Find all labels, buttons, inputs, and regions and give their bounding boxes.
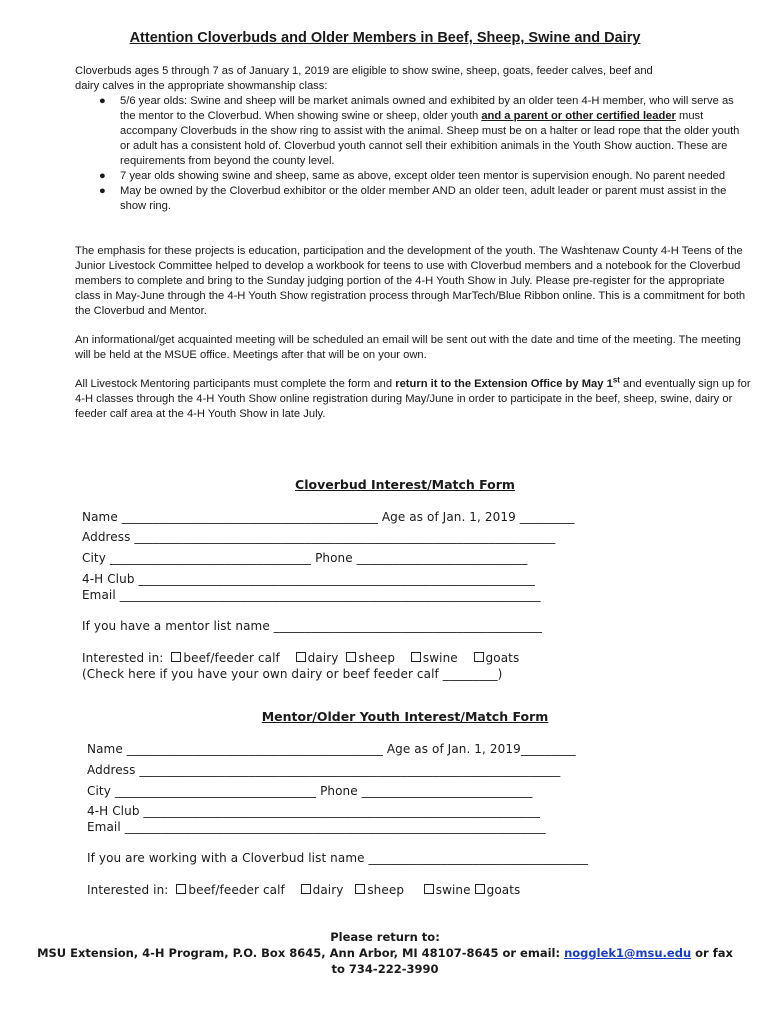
bullet-icon: ● bbox=[99, 95, 106, 107]
mentor-address-row: Address _____________________________________________________________________ bbox=[87, 763, 561, 777]
mentor-city-row: City _________________________________ Phone ____________________________ bbox=[87, 784, 533, 798]
emphasis-text: and a parent or other certified leader bbox=[481, 110, 676, 122]
return-instructions bbox=[0, 929, 770, 977]
cloverbud-form-title: Cloverbud Interest/Match Form bbox=[295, 477, 515, 492]
bullet-icon: ● bbox=[99, 170, 106, 182]
cloverbud-name-field[interactable]: __________________________________________ bbox=[121, 510, 378, 524]
return-heading: Please return to: bbox=[330, 930, 440, 944]
goats-checkbox[interactable] bbox=[475, 884, 485, 894]
mentor-club-row: 4-H Club _________________________________________________________________ bbox=[87, 804, 540, 818]
email-link[interactable]: nogglek1@msu.edu bbox=[564, 946, 692, 960]
meeting-paragraph: An informational/get acquainted meeting will be scheduled an email will be sent out with the date and time of the meeting. The meeting will be held at the MSUE office. Meetings after that will be on your own. bbox=[75, 334, 741, 361]
cloverbud-own-animal-row: (Check here if you have your own dairy or beef feeder calf _________) bbox=[82, 667, 503, 681]
mentor-name-field[interactable]: __________________________________________ bbox=[126, 742, 383, 756]
cloverbud-club-row: 4-H Club _________________________________________________________________ bbox=[82, 572, 535, 586]
cloverbud-city-row: City _________________________________ Phone ____________________________ bbox=[82, 551, 528, 565]
intro-line-2: dairy calves in the appropriate showmanship class: bbox=[75, 80, 328, 92]
mentor-cloverbud-field[interactable]: ____________________________________ bbox=[368, 851, 589, 865]
list-item: ● 7 year olds showing swine and sheep, same as above, except older teen mentor is supervision enough. No parent needed bbox=[99, 170, 726, 182]
cloverbud-city-field[interactable]: _________________________________ bbox=[109, 551, 312, 565]
cloverbud-club-field[interactable]: _________________________________________________________________ bbox=[138, 572, 535, 586]
page-title: Attention Cloverbuds and Older Members in Beef, Sheep, Swine and Dairy bbox=[129, 30, 641, 46]
emphasis-paragraph: The emphasis for these projects is education, participation and the development of the youth. The Washtenaw County 4-H Teens of the Junior Livestock Committee helped to develop a workbook for teens to use with Cloverbud members and a notebook for the Cloverbud members to complete and bring to the Sunday judging portion of the 4-H Youth Show in July. Please pre-register for the appropriate class in May-June through the 4-H Youth Show registration process through MarTech/Blue Ribbon online. This is a commitment for both the Cloverbud and Mentor. bbox=[75, 245, 746, 317]
mentor-city-field[interactable]: _________________________________ bbox=[114, 784, 317, 798]
list-item: ● May be owned by the Cloverbud exhibitor or the older member AND an older teen, adult leader or parent must assist in the show ring. bbox=[99, 185, 727, 212]
mentor-email-row: Email _____________________________________________________________________ bbox=[87, 820, 546, 834]
fax-number: to 734-222-3990 bbox=[331, 962, 439, 976]
cloverbud-mentor-field[interactable]: ____________________________________________ bbox=[273, 619, 543, 633]
mentor-club-field[interactable]: _________________________________________________________________ bbox=[143, 804, 540, 818]
mentor-form-title: Mentor/Older Youth Interest/Match Form bbox=[261, 709, 549, 724]
deadline-text: return it to the Extension Office by May 1 bbox=[395, 378, 613, 390]
return-paragraph: All Livestock Mentoring participants must complete the form and return it to the Extension Office by May 1st and eventually sign up for 4-H classes through the 4-H Youth Show online registration during May/June in order to participate in the beef, sheep, swine, dairy or feeder calf area at the 4-H Youth Show in late July. bbox=[75, 375, 751, 420]
sheep-checkbox[interactable] bbox=[355, 884, 365, 894]
mentor-age-field[interactable]: _________ bbox=[520, 742, 576, 756]
cloverbud-mentor-row: If you have a mentor list name ____________________________________________ bbox=[82, 619, 543, 633]
intro-paragraph bbox=[75, 64, 751, 214]
cloverbud-address-field[interactable]: _____________________________________________________________________ bbox=[134, 530, 556, 544]
mentor-name-row: Name __________________________________________ Age as of Jan. 1, 2019_________ bbox=[87, 742, 576, 756]
cloverbud-address-row: Address _____________________________________________________________________ bbox=[82, 530, 556, 544]
cloverbud-interest-row: Interested in: beef/feeder calf dairy sheep swine goats bbox=[82, 651, 520, 665]
swine-checkbox[interactable] bbox=[411, 652, 421, 662]
cloverbud-phone-field[interactable]: ____________________________ bbox=[356, 551, 528, 565]
sheep-checkbox[interactable] bbox=[346, 652, 356, 662]
eligibility-list bbox=[75, 94, 751, 214]
list-item: ● 5/6 year olds: Swine and sheep will be market animals owned and exhibited by an older teen 4-H member, who will serve as the mentor to the Cloverbud. When showing swine or sheep, older youth and a parent or other certified leader must accompany Cloverbuds in the show ring to assist with the animal. Sheep must be on a halter or lead rope that the older youth or adult has a consistent hold of. Cloverbud youth cannot sell their exhibition animals in the Youth Show auction. These are requirements from beyond the county level. bbox=[99, 95, 740, 167]
mentor-phone-field[interactable]: ____________________________ bbox=[361, 784, 533, 798]
dairy-checkbox[interactable] bbox=[296, 652, 306, 662]
mentor-address-field[interactable]: _____________________________________________________________________ bbox=[139, 763, 561, 777]
cloverbud-age-field[interactable]: _________ bbox=[519, 510, 575, 524]
mentor-interest-row: Interested in: beef/feeder calf dairy sheep swine goats bbox=[87, 883, 521, 897]
beef-checkbox[interactable] bbox=[171, 652, 181, 662]
intro-line-1: Cloverbuds ages 5 through 7 as of January 1, 2019 are eligible to show swine, sheep, goats, feeder calves, beef and bbox=[75, 65, 653, 77]
bullet-icon: ● bbox=[99, 185, 106, 197]
swine-checkbox[interactable] bbox=[424, 884, 434, 894]
dairy-checkbox[interactable] bbox=[301, 884, 311, 894]
goats-checkbox[interactable] bbox=[474, 652, 484, 662]
own-animal-field[interactable]: _________ bbox=[442, 667, 498, 681]
mentor-email-field[interactable]: _____________________________________________________________________ bbox=[124, 820, 546, 834]
beef-checkbox[interactable] bbox=[176, 884, 186, 894]
return-address: MSU Extension, 4-H Program, P.O. Box 8645, Ann Arbor, MI 48107-8645 or email: nogglek1@msu.edu or fax bbox=[37, 946, 733, 960]
cloverbud-email-field[interactable]: _____________________________________________________________________ bbox=[119, 588, 541, 602]
mentor-cloverbud-row: If you are working with a Cloverbud list name ____________________________________ bbox=[87, 851, 589, 865]
cloverbud-email-row: Email _____________________________________________________________________ bbox=[82, 588, 541, 602]
cloverbud-name-row: Name __________________________________________ Age as of Jan. 1, 2019 _________ bbox=[82, 510, 575, 524]
